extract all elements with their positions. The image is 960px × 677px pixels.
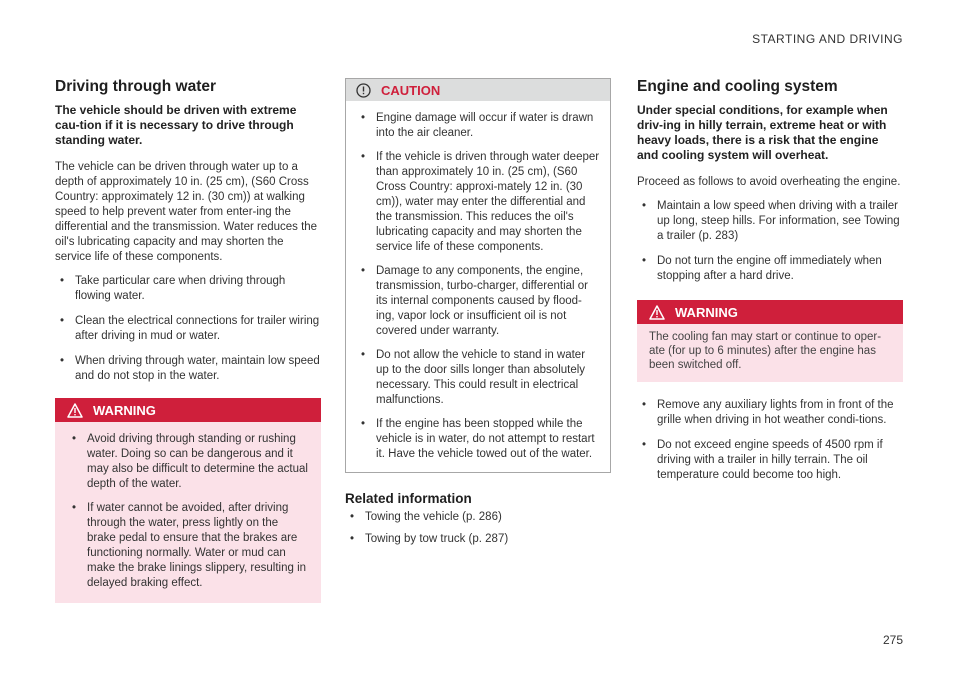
list-item: • Maintain a low speed when driving with a trailer up long, steep hills. For information, see Towing a trailer (p. 283) [637, 199, 903, 244]
caution-box [345, 78, 611, 473]
body-text: The vehicle can be driven through water up to a depth of approximately 10 in. (25 cm), (S60 Cross Country: approximately 12 in. (30 cm)) at walking speed to help prevent water from enter-ing the differential and the transmission. Water reduces the oil's lubricating capacity and may shorten the service life of these components. [55, 161, 318, 263]
warning-header [55, 398, 321, 422]
caution-label: CAUTION [381, 82, 441, 98]
caution-bullets [356, 111, 600, 462]
column-engine-cooling [637, 78, 903, 493]
list-item: • If the engine has been stopped while the vehicle is in water, do not attempt to restart it. Have the vehicle towed out of the water. [356, 417, 600, 462]
page-number: 275 [882, 633, 903, 647]
body-text: Proceed as follows to avoid overheating the engine. [637, 176, 901, 188]
bullet-list [55, 274, 321, 384]
related-information [345, 491, 611, 547]
related-link-tow-truck[interactable]: • Towing by tow truck (p. 287) [345, 532, 611, 547]
section-header: STARTING AND DRIVING [752, 32, 903, 46]
warning-body [55, 422, 321, 603]
warning-header [637, 300, 903, 324]
intro-text: Under special conditions, for example when driv-ing in hilly terrain, extreme heat or with heavy loads, there is a risk that the engine and cooling system will overheat. [637, 103, 888, 162]
warning-box [637, 300, 903, 382]
warning-body [637, 324, 903, 382]
related-links [345, 510, 611, 547]
warning-box [55, 398, 321, 603]
list-item: • If the vehicle is driven through water deeper than approximately 10 in. (25 cm), (S60 Cross Country: approxi-mately 12 in. (30 cm)), water may enter the differential and the transmission. This reduces the oil's lubricating capacity and may shorten the service life of these components. [356, 150, 600, 255]
column-driving-through-water [55, 78, 321, 603]
related-link-towing-vehicle[interactable]: • Towing the vehicle (p. 286) [345, 510, 611, 525]
warning-triangle-icon [649, 305, 665, 320]
list-item: • Do not exceed engine speeds of 4500 rpm if driving with a trailer in hilly terrain. The oil temperature could become too high. [637, 438, 903, 483]
bullet-list [637, 199, 903, 284]
list-item: • Avoid driving through standing or rushing water. Doing so can be dangerous and it may also be difficult to determine the actual depth of the water. [67, 432, 309, 492]
list-item: • Damage to any components, the engine, transmission, turbo-charger, differential or its internal components caused by flood-ing, vapor lock or insufficient oil is not covered under warranty. [356, 264, 600, 339]
warning-text: The cooling fan may start or continue to oper-ate (for up to 6 minutes) after the engine has been switched off. [649, 331, 882, 371]
caution-circle-icon [356, 83, 371, 98]
warning-bullets [67, 432, 309, 591]
warning-triangle-icon [67, 403, 83, 418]
list-item: • Clean the electrical connections for trailer wiring after driving in mud or water. [55, 314, 321, 344]
intro-text: The vehicle should be driven with extreme cau-tion if it is necessary to drive through standing water. [55, 103, 297, 147]
list-item: • If water cannot be avoided, after driving through the water, press lightly on the brake pedal to ensure that the brakes are functioning normally. Water or mud can make the brake linings slippery, resulting in delayed braking effect. [67, 501, 309, 591]
warning-label: WARNING [93, 402, 156, 418]
section-title: Driving through water [55, 78, 217, 95]
section-title: Engine and cooling system [637, 78, 838, 95]
list-item: • Take particular care when driving through flowing water. [55, 274, 321, 304]
list-item: • When driving through water, maintain low speed and do not stop in the water. [55, 354, 321, 384]
caution-body [346, 101, 610, 472]
list-item: • Remove any auxiliary lights from in front of the grille when driving in hot weather condi-tions. [637, 398, 903, 428]
warning-label: WARNING [675, 304, 738, 320]
list-item: • Do not allow the vehicle to stand in water up to the door sills longer than absolutely necessary. This could result in electrical malfunctions. [356, 348, 600, 408]
related-title: Related information [345, 491, 472, 506]
caution-header [346, 79, 610, 101]
list-item: • Do not turn the engine off immediately when stopping after a hard drive. [637, 254, 903, 284]
list-item: • Engine damage will occur if water is drawn into the air cleaner. [356, 111, 600, 141]
column-caution [345, 78, 611, 554]
bullet-list [637, 398, 903, 483]
